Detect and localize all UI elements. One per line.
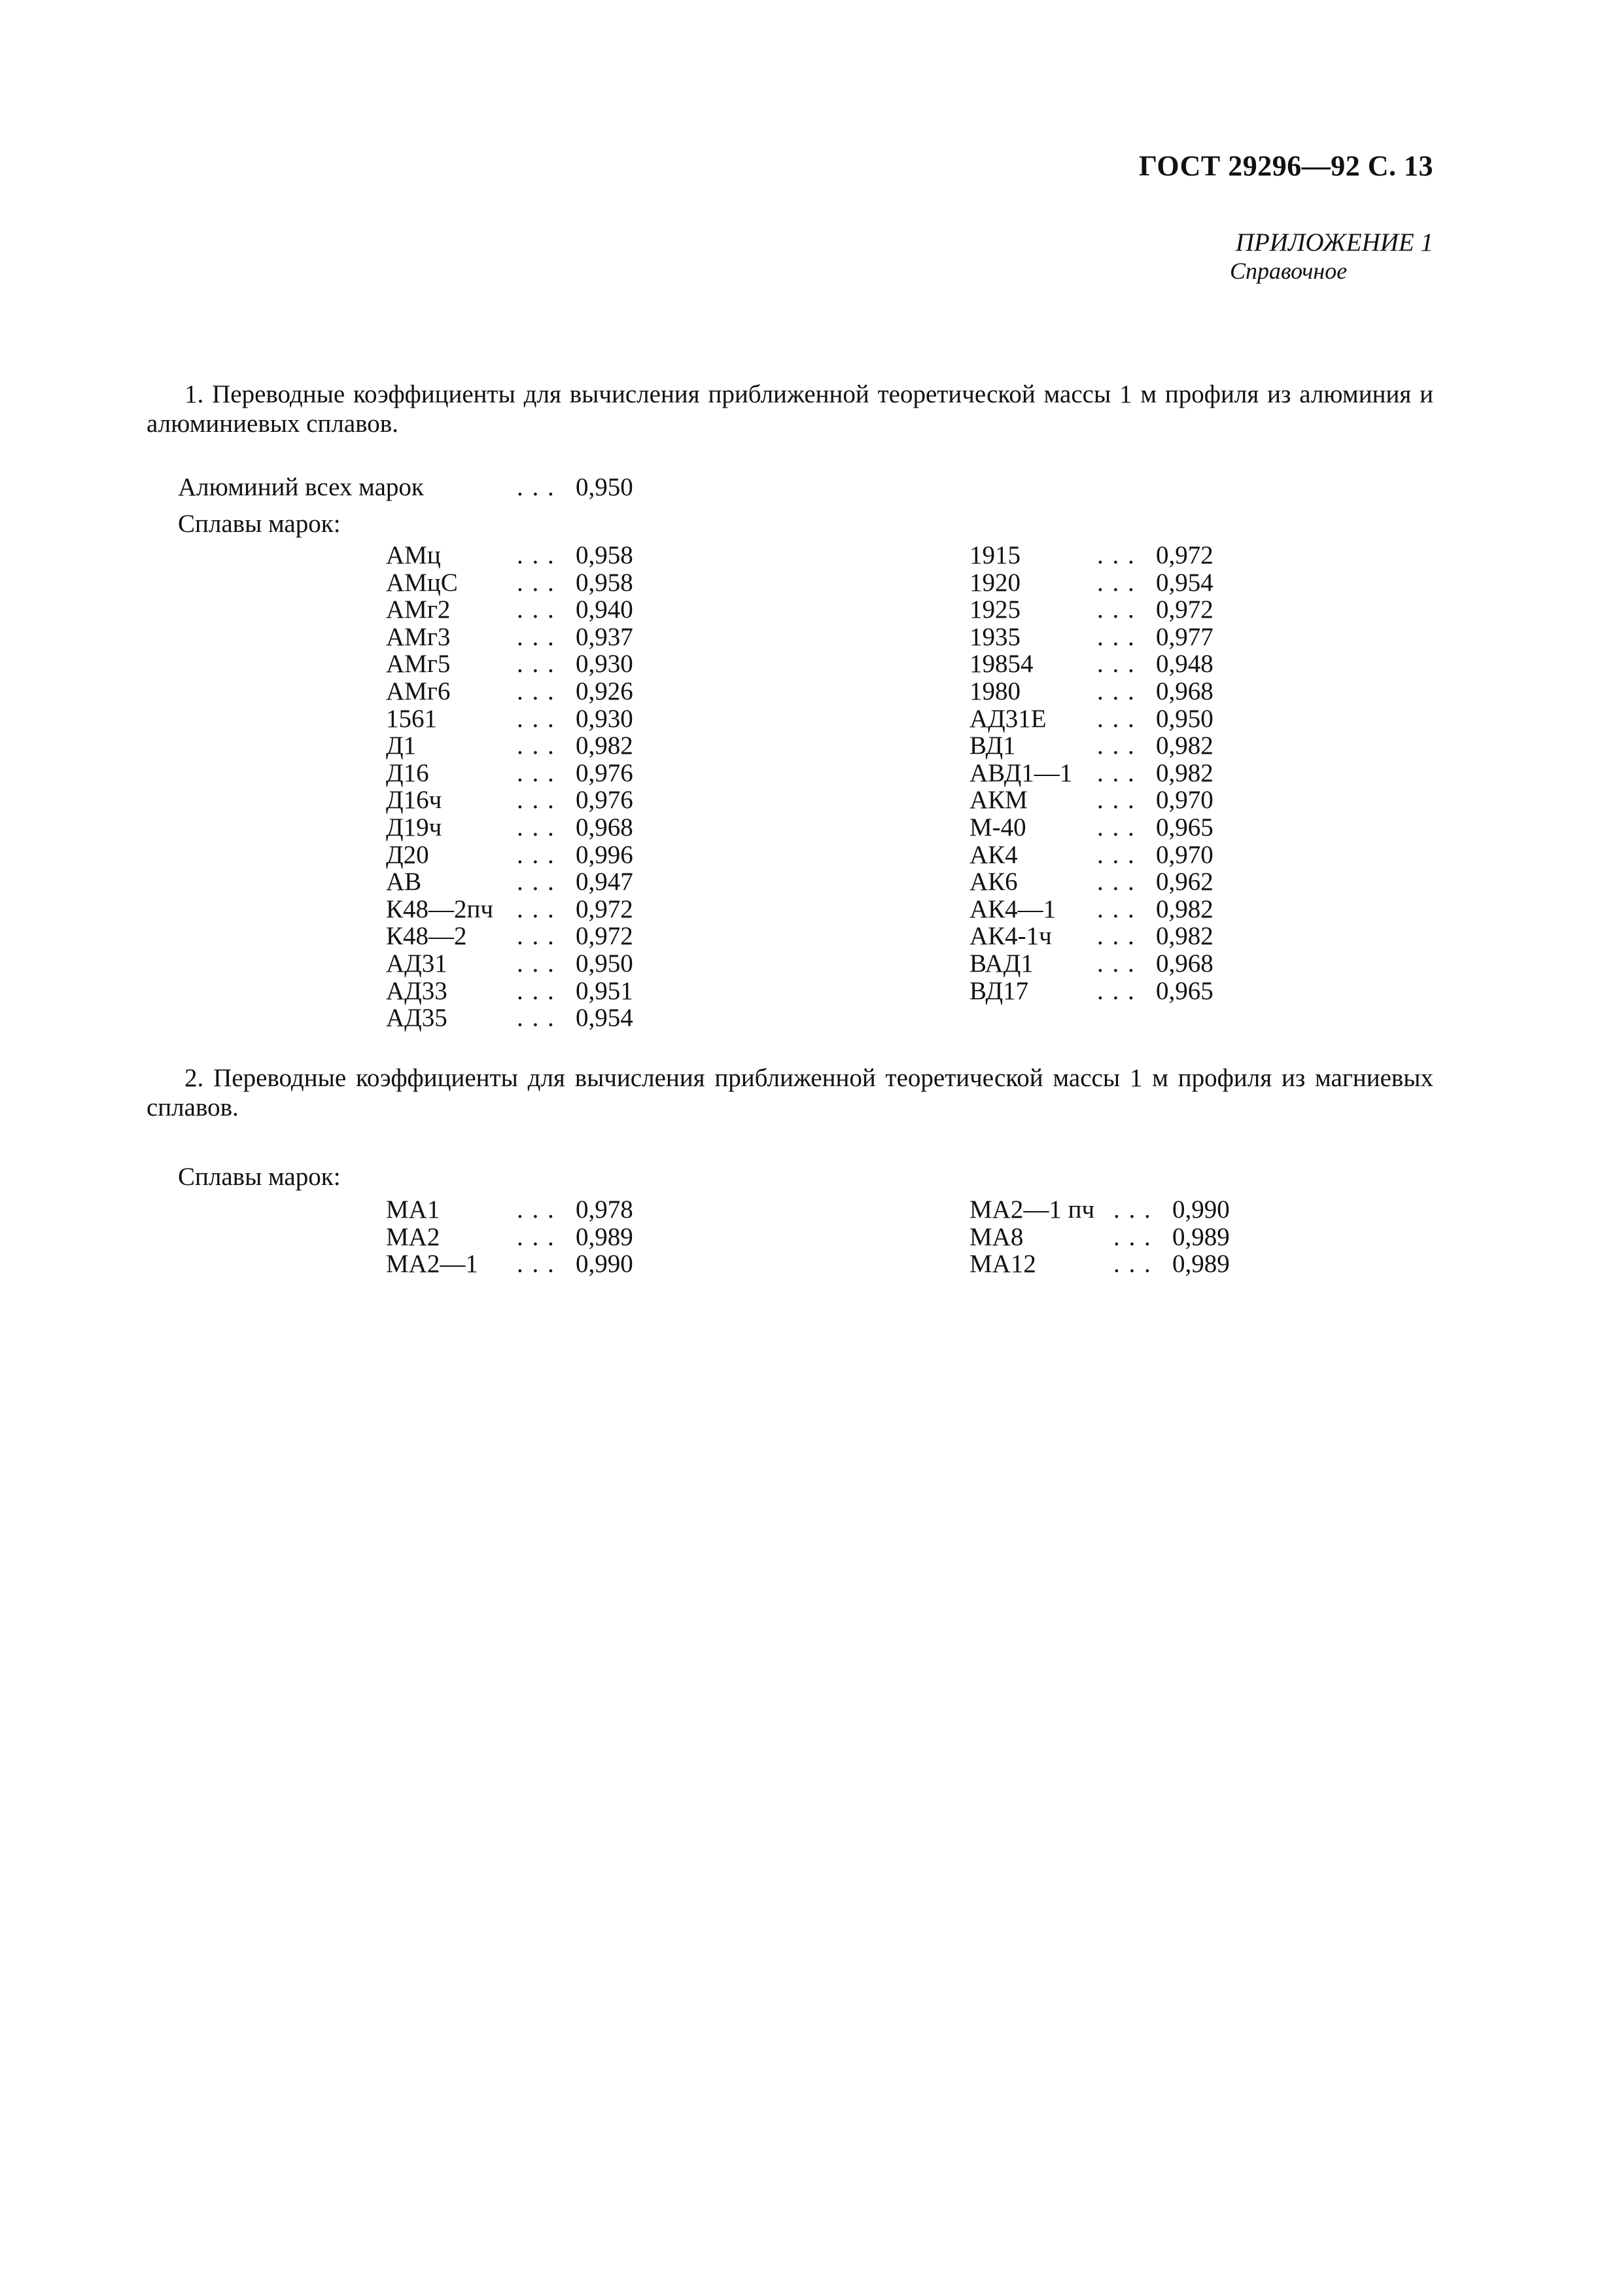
appendix-subtitle: Справочное [1230, 258, 1348, 284]
coef-dots: . . . [1097, 568, 1136, 597]
coef-dots: . . . [1097, 650, 1136, 679]
coef-name: МА2—1 [386, 1250, 478, 1279]
coef-dots: . . . [517, 922, 555, 951]
coef-dots: . . . [517, 677, 555, 705]
coef-name: АК4—1 [969, 894, 1056, 923]
coef-value: 0,972 [576, 894, 633, 923]
coef-value: 0,950 [576, 473, 633, 501]
coef-name: МА1 [386, 1195, 440, 1224]
coef-name: АК4 [969, 840, 1018, 869]
coef-value: 0,972 [576, 922, 633, 951]
coef-dots: . . . [517, 595, 555, 624]
coef-name: АМг3 [386, 622, 451, 651]
coef-dots: . . . [517, 1250, 555, 1279]
coef-value: 0,970 [1156, 786, 1213, 815]
coef-value: 0,982 [1156, 894, 1213, 923]
coef-value: 0,972 [1156, 541, 1213, 569]
coef-name: АВД1—1 [969, 758, 1073, 787]
coef-value: 0,937 [576, 622, 633, 651]
coef-dots: . . . [517, 1222, 555, 1251]
coef-dots: . . . [1097, 786, 1136, 815]
coef-value: 0,968 [1156, 949, 1213, 978]
coef-value: 0,977 [1156, 622, 1213, 651]
appendix-title: ПРИЛОЖЕНИЕ 1 [1235, 228, 1433, 256]
coef-value: 0,954 [1156, 568, 1213, 597]
all-grades-row [178, 474, 649, 501]
coef-name: Д20 [386, 840, 429, 869]
coef-dots: . . . [517, 976, 555, 1005]
coef-value: 0,947 [576, 868, 633, 896]
coef-value: 0,950 [576, 949, 633, 978]
coef-name: МА8 [969, 1222, 1024, 1251]
coef-value: 0,982 [576, 732, 633, 760]
coef-value: 0,968 [1156, 677, 1213, 705]
coef-dots: . . . [517, 894, 555, 923]
coef-dots: . . . [517, 541, 555, 569]
coef-name: 1925 [969, 595, 1021, 624]
coef-dots: . . . [1113, 1195, 1152, 1224]
section1-paragraph: 1. Переводные коэффициенты для вычисления приближенной теоретической массы 1 м профиля из алюминия и алюминиевых сплавов. [147, 380, 1433, 438]
section2-paragraph: 2. Переводные коэффициенты для вычисления приближенной теоретической массы 1 м профиля из магниевых сплавов. [147, 1064, 1433, 1122]
coef-name: АМц [386, 541, 441, 569]
coef-name: АМг2 [386, 595, 451, 624]
coef-value: 0,989 [576, 1222, 633, 1251]
coef-name: Д19ч [386, 813, 442, 841]
coef-dots: . . . [517, 868, 555, 896]
coef-dots: . . . [1097, 840, 1136, 869]
coef-value: 0,965 [1156, 976, 1213, 1005]
coef-dots: . . . [517, 568, 555, 597]
coef-value: 0,958 [576, 541, 633, 569]
coef-value: 0,962 [1156, 868, 1213, 896]
section1-alloys-label: Сплавы марок: [178, 510, 341, 538]
coef-value: 0,930 [576, 704, 633, 733]
coef-value: 0,976 [576, 786, 633, 815]
coef-value: 0,930 [576, 650, 633, 679]
coef-dots: . . . [517, 786, 555, 815]
coef-dots: . . . [517, 650, 555, 679]
coef-dots: . . . [1097, 949, 1136, 978]
coef-name: Д16ч [386, 786, 442, 815]
coef-value: 0,972 [1156, 595, 1213, 624]
coef-dots: . . . [1097, 704, 1136, 733]
coef-name: АВ [386, 868, 422, 896]
coef-name: К48—2пч [386, 894, 493, 923]
coef-name: М-40 [969, 813, 1026, 841]
coef-value: 0,940 [576, 595, 633, 624]
coef-dots: . . . [1113, 1250, 1152, 1279]
coef-name: ВД17 [969, 976, 1029, 1005]
coef-value: 0,982 [1156, 922, 1213, 951]
coef-value: 0,950 [1156, 704, 1213, 733]
coef-value: 0,989 [1172, 1250, 1230, 1279]
coef-name: 19854 [969, 650, 1034, 679]
coef-name: ВД1 [969, 732, 1016, 760]
section2-alloys-label: Сплавы марок: [178, 1163, 341, 1191]
coef-name: МА2—1 пч [969, 1195, 1095, 1224]
coef-name: 1561 [386, 704, 437, 733]
coef-value: 0,978 [576, 1195, 633, 1224]
coef-name: 1915 [969, 541, 1021, 569]
coef-name: АД31 [386, 949, 447, 978]
coef-value: 0,965 [1156, 813, 1213, 841]
coef-dots: . . . [1097, 732, 1136, 760]
coef-dots: . . . [517, 1195, 555, 1224]
coef-name: АД31Е [969, 704, 1047, 733]
coef-value: 0,990 [576, 1250, 633, 1279]
coef-name: 1920 [969, 568, 1021, 597]
coef-name: АМг6 [386, 677, 451, 705]
coef-dots: . . . [517, 949, 555, 978]
coef-name: АК4-1ч [969, 922, 1052, 951]
coef-name: Д16 [386, 758, 429, 787]
coef-dots: . . . [1097, 868, 1136, 896]
coef-value: 0,951 [576, 976, 633, 1005]
coef-name: МА2 [386, 1222, 440, 1251]
coef-dots: . . . [1097, 922, 1136, 951]
coef-name: АКМ [969, 786, 1028, 815]
coef-value: 0,982 [1156, 758, 1213, 787]
coef-name: ВАД1 [969, 949, 1034, 978]
coef-value: 0,958 [576, 568, 633, 597]
coef-value: 0,976 [576, 758, 633, 787]
coef-value: 0,954 [576, 1004, 633, 1033]
coef-dots: . . . [517, 704, 555, 733]
coef-name: АК6 [969, 868, 1018, 896]
coef-dots: . . . [517, 732, 555, 760]
coef-dots: . . . [1097, 541, 1136, 569]
coef-value: 0,968 [576, 813, 633, 841]
coef-name: АД35 [386, 1004, 447, 1033]
coef-name: МА12 [969, 1250, 1036, 1279]
coef-dots: . . . [517, 473, 555, 501]
coef-value: 0,926 [576, 677, 633, 705]
page-header-title: ГОСТ 29296—92 С. 13 [1138, 150, 1433, 182]
coef-value: 0,970 [1156, 840, 1213, 869]
coef-value: 0,989 [1172, 1222, 1230, 1251]
coef-dots: . . . [517, 622, 555, 651]
coef-name: К48—2 [386, 922, 467, 951]
coef-name: 1935 [969, 622, 1021, 651]
coef-name: АМцС [386, 568, 458, 597]
coef-dots: . . . [1097, 758, 1136, 787]
coef-dots: . . . [517, 813, 555, 841]
coef-name: Д1 [386, 732, 417, 760]
coef-dots: . . . [1097, 622, 1136, 651]
coef-name: Алюминий всех марок [178, 473, 424, 501]
coef-dots: . . . [1097, 894, 1136, 923]
coef-value: 0,948 [1156, 650, 1213, 679]
coef-name: АД33 [386, 976, 447, 1005]
coef-name: 1980 [969, 677, 1021, 705]
coef-dots: . . . [517, 758, 555, 787]
coef-dots: . . . [1113, 1222, 1152, 1251]
coef-value: 0,990 [1172, 1195, 1230, 1224]
coef-dots: . . . [1097, 976, 1136, 1005]
coef-dots: . . . [517, 1004, 555, 1033]
coef-dots: . . . [517, 840, 555, 869]
coef-name: АМг5 [386, 650, 451, 679]
coef-value: 0,982 [1156, 732, 1213, 760]
coef-dots: . . . [1097, 813, 1136, 841]
coef-dots: . . . [1097, 677, 1136, 705]
coef-value: 0,996 [576, 840, 633, 869]
coef-dots: . . . [1097, 595, 1136, 624]
